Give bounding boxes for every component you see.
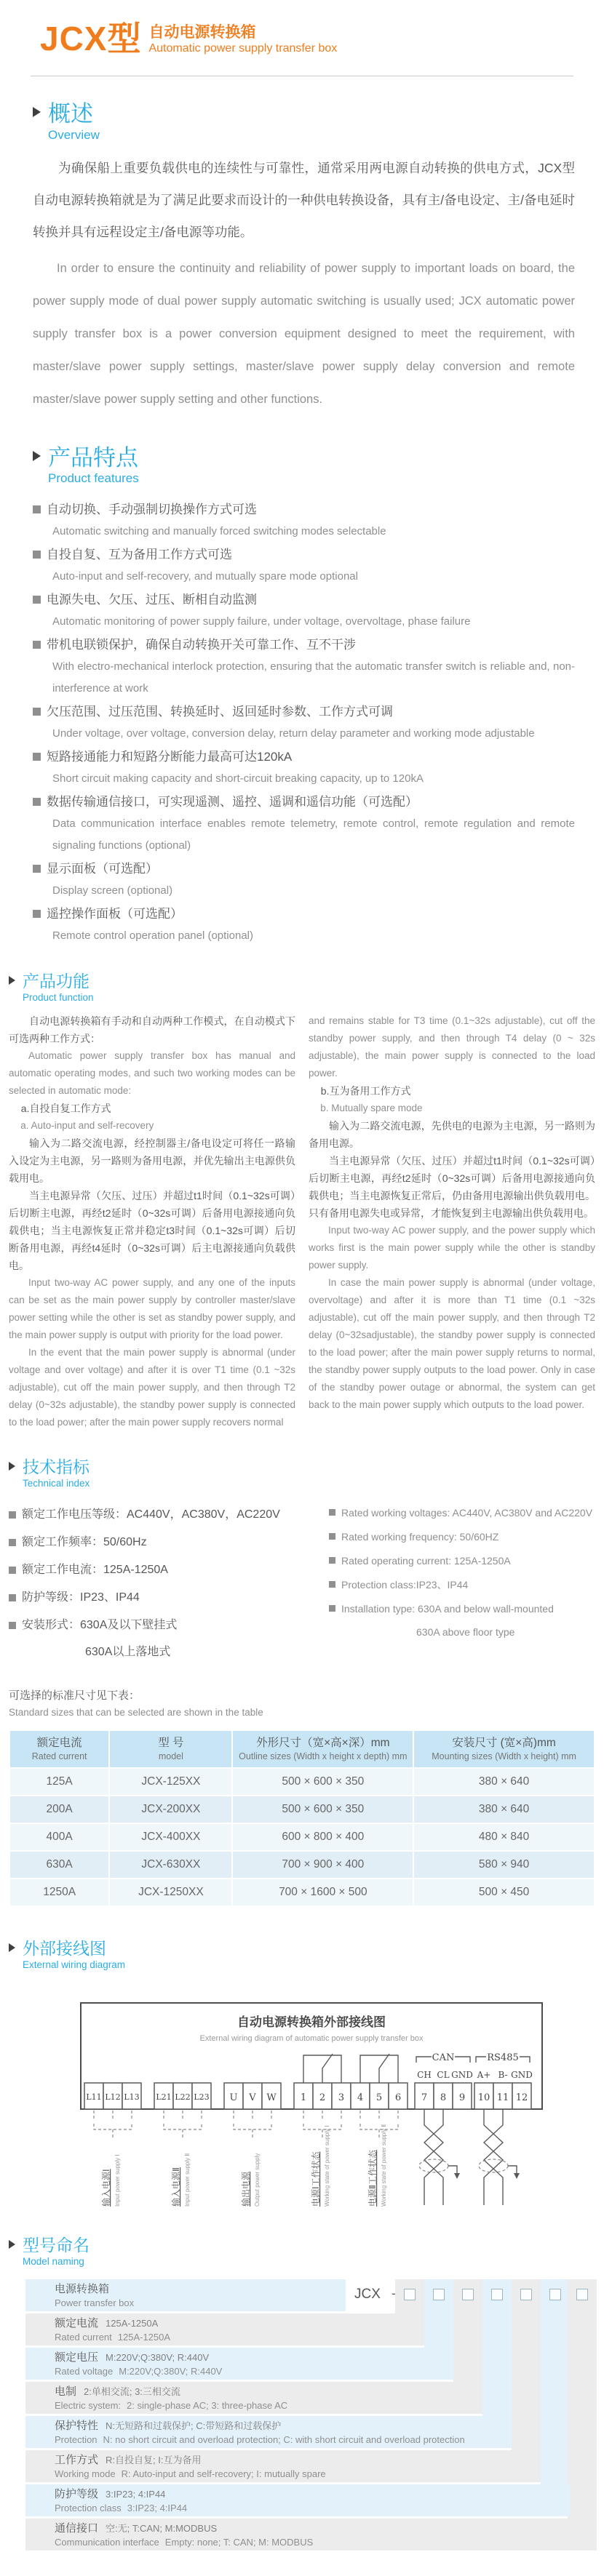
naming-desc-en: 125A-1250A — [117, 2332, 171, 2343]
table-row — [10, 1879, 594, 1905]
cell-rated-current: 200A — [10, 1796, 108, 1823]
square-bullet-icon — [9, 1539, 16, 1546]
wire-label-en: Working state of power supply Ⅰ — [324, 2125, 330, 2207]
terminal-label: L12 — [105, 2092, 121, 2103]
function-paragraph: b.互为备用工作方式 — [320, 1085, 411, 1097]
wire-label-en: Input power supply Ⅰ — [114, 2154, 121, 2207]
technical-right-column — [329, 1501, 595, 1665]
naming-band — [25, 2484, 570, 2516]
square-bullet-icon — [33, 865, 41, 873]
cell-outline-size: 500 × 600 × 350 — [233, 1796, 413, 1823]
terminal-label: 11 — [496, 2092, 509, 2104]
cell-rated-current: 125A — [10, 1769, 108, 1795]
function-paragraph: 当主电源异常（欠压、过压）并超过t1时间（0.1~32s可调）后切断主电源，再经t2延时（0~32s可调）后备用电源接通向负载供电；当主电源恢复正常并稳定t3时间（0.1~32s可调）后切断备用电源，再经t4延时（0~32s可调）后主电源接通向负载供电。 — [9, 1190, 295, 1272]
terminal-label: 9 — [458, 2092, 466, 2104]
cell-outline-size: 500 × 600 × 350 — [233, 1769, 413, 1795]
terminal-label: L13 — [124, 2092, 140, 2103]
tech-item-cn: 额定工作电流：125A-1250A — [22, 1564, 168, 1577]
model-digit-box — [549, 2289, 561, 2300]
square-bullet-icon — [9, 1511, 16, 1519]
function-section — [9, 972, 595, 1431]
feature-en: Automatic switching and manually forced switching modes selectable — [52, 525, 386, 538]
standard-sizes-table — [9, 1729, 595, 1907]
model-digit-box — [462, 2289, 474, 2300]
cell-model: JCX-125XX — [110, 1769, 231, 1795]
section-triangle-icon — [9, 976, 15, 985]
feature-en: Display screen (optional) — [52, 884, 173, 897]
overview-section — [33, 101, 575, 416]
naming-desc-en: 2: single-phase AC; 3: three-phase AC — [127, 2400, 288, 2412]
feature-cn: 遥控操作面板（可选配） — [47, 907, 183, 921]
tech-item-en: Rated working frequency: 50/60HZ — [341, 1531, 499, 1543]
feature-item — [33, 498, 575, 543]
naming-band — [25, 2519, 597, 2551]
square-bullet-icon — [9, 1567, 16, 1574]
square-bullet-icon — [33, 708, 41, 716]
wire-label-cn: 输入电源Ⅱ — [171, 2167, 181, 2207]
model-digit-box — [520, 2289, 532, 2300]
model-digit-box — [491, 2289, 503, 2300]
feature-cn: 短路接通能力和短路分断能力最高可达120kA — [47, 750, 293, 764]
function-paragraph: In the event that the main power supply is abnormal (under voltage and over voltage) and after it is over T1 time (0.1 ~32s adjustable), cut off the main power supply, and then through T2 delay (0~32s adjustable), the standby power supply is connected to the load power; after the main power supply recovers normal — [9, 1347, 295, 1428]
terminal-label: 6 — [394, 2092, 402, 2104]
naming-label-cn: 额定电压 — [55, 2351, 99, 2364]
table-row — [10, 1769, 594, 1795]
square-bullet-icon — [329, 1533, 335, 1540]
naming-band — [25, 2279, 346, 2311]
tech-item-en: Installation type: 630A and below wall-mounted — [341, 1603, 554, 1615]
wire-label-cn: 电源Ⅰ工作状态 — [311, 2151, 321, 2207]
cell-outline-size: 600 × 800 × 400 — [233, 1824, 413, 1850]
can-bus-labels — [416, 2052, 473, 2080]
feature-cn: 数据传输通信接口，可实现遥测、遥控、遥调和遥信功能（可选配） — [47, 795, 418, 809]
cell-mounting-size: 380 × 640 — [414, 1796, 594, 1823]
feature-item — [33, 700, 575, 745]
naming-label-en: Power transfer box — [55, 2297, 135, 2309]
naming-desc-en: R: Auto-input and self-recovery; I: mutually spare — [121, 2468, 326, 2480]
terminal-label: 8 — [440, 2092, 447, 2104]
col-header-en: Outline sizes (Width x height x depth) mm — [239, 1751, 408, 1762]
product-model: JCX型 — [40, 20, 142, 57]
model-prefix: JCX — [354, 2287, 381, 2303]
terminal-label: L22 — [175, 2092, 191, 2103]
features-heading-cn: 产品特点 — [48, 444, 138, 471]
twisted-pair-rs485 — [479, 2109, 520, 2205]
cell-outline-size: 700 × 1600 × 500 — [233, 1879, 413, 1905]
wire-group-input1 — [94, 2111, 132, 2207]
overview-heading-en: Overview — [48, 127, 100, 142]
wire-label-cn: 输出电源 — [241, 2172, 251, 2207]
function-heading-en: Product function — [23, 991, 94, 1003]
rs485-pin-label: GND — [511, 2070, 533, 2081]
naming-label-cn: 电制 — [55, 2385, 77, 2399]
model-digit-box — [404, 2289, 416, 2300]
feature-en: Short circuit making capacity and short-circuit breaking capacity, up to 120kA — [52, 772, 424, 785]
naming-desc-cn: 125A-1250A — [106, 2318, 159, 2329]
feature-item — [33, 903, 575, 947]
title-block — [148, 22, 337, 57]
model-separator: - — [392, 2287, 396, 2301]
features-section — [33, 445, 575, 948]
cell-model: JCX-630XX — [110, 1852, 231, 1878]
naming-heading — [9, 2236, 595, 2268]
tech-item-cn: 防护等级：IP23、IP44 — [22, 1591, 140, 1604]
wiring-heading — [9, 1939, 595, 1971]
rs485-bus-label: RS485 — [487, 2052, 519, 2064]
function-paragraph: Input two-way AC power supply, and the power supply which works first is the main power supply while the other is standby power supply. — [309, 1225, 595, 1271]
naming-desc-cn: M:220V;Q:380V; R:440V — [106, 2352, 210, 2364]
naming-strip — [512, 2279, 541, 2450]
square-bullet-icon — [9, 1622, 16, 1629]
technical-columns — [9, 1501, 595, 1665]
feature-cn: 显示面板（可选配） — [47, 862, 158, 876]
wire-label-en: Working state of power supply Ⅱ — [381, 2124, 387, 2207]
diagram-title-cn: 自动电源转换箱外部接线图 — [237, 2015, 386, 2031]
cell-mounting-size: 480 × 840 — [414, 1824, 594, 1850]
function-paragraph: a. Auto-input and self-recovery — [20, 1120, 154, 1132]
rs485-pin-label: A+ — [477, 2070, 491, 2081]
feature-en: Under voltage, over voltage, conversion delay, return delay parameter and working mode adjustable — [52, 727, 535, 740]
naming-heading-cn: 型号命名 — [23, 2236, 90, 2255]
product-title-en: Automatic power supply transfer box — [148, 42, 338, 55]
naming-label-en: Protection class — [55, 2503, 122, 2514]
feature-cn: 欠压范围、过压范围、转换延时、返回延时参数、工作方式可调 — [47, 705, 393, 719]
function-paragraph: b. Mutually spare mode — [320, 1103, 423, 1114]
cell-mounting-size: 580 × 940 — [414, 1852, 594, 1878]
naming-band — [25, 2416, 512, 2448]
wiring-section — [9, 1939, 595, 2209]
col-header-cn: 安装尺寸 (宽×高)mm — [452, 1737, 556, 1750]
doc-header — [0, 12, 604, 57]
feature-cn: 带机电联锁保护，确保自动转换开关可靠工作、互不干涉 — [47, 638, 356, 652]
overview-paragraph-en: In order to ensure the continuity and reliability of power supply to important loads on board, the power supply mode of dual power supply automatic switching is usually used; JCX automatic power supply transfer box is a power conversion equipment designed to meet the requirement, with master/slave power supply settings, master/slave power supply delay conversion and remote master/slave power supply setting and other functions. — [33, 261, 575, 406]
feature-cn: 自投自复、互为备用工作方式可选 — [47, 548, 232, 562]
technical-heading-en: Technical index — [23, 1477, 90, 1489]
function-paragraph: 自动电源转换箱有手动和自动两种工作模式，在自动模式下可选两种工作方式： — [9, 1015, 295, 1045]
square-bullet-icon — [33, 551, 41, 559]
tech-item-cn: 额定工作频率：50/60Hz — [22, 1536, 147, 1549]
tech-item-en: Rated working voltages: AC440V, AC380V and AC220V — [341, 1507, 593, 1519]
feature-item — [33, 791, 575, 857]
function-heading — [9, 972, 595, 1004]
overview-heading — [33, 101, 575, 143]
square-bullet-icon — [33, 910, 41, 918]
tech-item-cn: 额定工作电压等级：AC440V，AC380V，AC220V — [22, 1508, 280, 1521]
section-triangle-icon — [9, 1462, 15, 1471]
naming-label-cn: 防护等级 — [55, 2488, 99, 2501]
can-pin-label: CH — [417, 2070, 432, 2081]
feature-en: With electro-mechanical interlock protection, ensuring that the automatic transfer switch is reliable and, non-interference at work — [52, 660, 575, 695]
square-bullet-icon — [33, 596, 41, 604]
section-triangle-icon — [33, 107, 41, 117]
feature-item — [33, 857, 575, 902]
naming-label-cn: 保护特性 — [55, 2420, 99, 2433]
naming-section — [9, 2236, 595, 2554]
table-row — [10, 1796, 594, 1823]
shield-ellipse — [479, 2159, 508, 2172]
sizes-section — [9, 1687, 595, 1907]
terminal-label: 12 — [515, 2092, 528, 2104]
section-triangle-icon — [9, 2240, 15, 2249]
function-paragraph: 输入为二路交流电源，经控制器主/备电设定可将任一路输入设定为主电源，另一路则为备用电源，并优先输出主电源供负载用电。 — [9, 1137, 295, 1185]
naming-label-cn: 电源转换箱 — [55, 2283, 110, 2296]
naming-label-cn: 额定电流 — [55, 2317, 99, 2330]
feature-en: Automatic monitoring of power supply failure, under voltage, overvoltage, phase failure — [52, 615, 471, 628]
table-header-row — [10, 1731, 594, 1767]
twisted-pair-can — [419, 2109, 460, 2205]
function-paragraph: 当主电源异常（欠压、过压）并超过t1时间（0.1~32s可调）后切断主电源，再经t2延时（0~32s可调）后备用电源接通向负载供电；当主电源恢复正常后，仍由备用电源输出供负载用电。只有备用电源失电或异常，才能恢复到主电源输出供负载用电。 — [309, 1155, 595, 1220]
cell-mounting-size: 500 × 450 — [414, 1879, 594, 1905]
wire-label-en: Input power supply Ⅱ — [184, 2153, 191, 2207]
cell-model: JCX-1250XX — [110, 1879, 231, 1905]
square-bullet-icon — [33, 505, 41, 513]
terminal-label: 7 — [421, 2092, 428, 2104]
naming-label-cn: 通信接口 — [55, 2522, 99, 2535]
ground-arrow-icon — [514, 2173, 520, 2179]
can-pin-label: GND — [451, 2070, 473, 2081]
wiring-heading-cn: 外部接线图 — [23, 1939, 106, 1959]
technical-heading-cn: 技术指标 — [23, 1457, 90, 1477]
naming-label-cn: 工作方式 — [55, 2454, 99, 2467]
function-columns — [9, 1012, 595, 1431]
naming-desc-cn: R:自投自复; I:互为备用 — [106, 2455, 202, 2466]
feature-item — [33, 588, 575, 633]
cell-outline-size: 700 × 900 × 400 — [233, 1852, 413, 1878]
terminal-label: L21 — [156, 2092, 172, 2103]
terminal-label: 5 — [375, 2092, 383, 2104]
col-header-en: Mounting sizes (Width x height) mm — [432, 1751, 576, 1762]
wire-label-cn: 输入电源Ⅰ — [101, 2169, 111, 2207]
naming-desc-en: 3:IP23; 4:IP44 — [127, 2503, 188, 2514]
terminal-label: 4 — [357, 2092, 364, 2104]
square-bullet-icon — [33, 641, 41, 649]
terminal-strip — [84, 2083, 531, 2109]
feature-cn: 电源失电、欠压、过压、断相自动监测 — [47, 593, 257, 607]
function-paragraph: a.自投自复工作方式 — [20, 1103, 111, 1115]
naming-label-en: Communication interface — [55, 2537, 159, 2548]
tech-item-cn: 安装形式：630A及以下壁挂式 — [22, 1619, 178, 1632]
terminal-label: W — [266, 2092, 277, 2104]
col-header-cn: 额定电流 — [36, 1737, 82, 1750]
product-title-cn: 自动电源转换箱 — [148, 24, 256, 41]
can-bus-label: CAN — [432, 2052, 455, 2064]
terminal-label: 3 — [338, 2092, 345, 2104]
function-paragraph: 输入为二路交流电源，先供电的电源为主电源，另一路则为备用电源。 — [309, 1120, 595, 1150]
naming-strip — [541, 2279, 570, 2484]
naming-desc-en: M:220V;Q:380V; R:440V — [119, 2366, 223, 2377]
terminal-label: 10 — [477, 2092, 490, 2104]
wire-label-cn: 电源Ⅱ工作状态 — [367, 2150, 378, 2207]
naming-desc-en: N: no short circuit and overload protection; C: with short circuit and overload protection — [103, 2434, 465, 2446]
features-list — [33, 498, 575, 947]
table-row — [10, 1852, 594, 1878]
square-bullet-icon — [329, 1557, 335, 1564]
shield-ellipse — [419, 2159, 448, 2172]
feature-item — [33, 633, 575, 700]
features-heading — [33, 445, 575, 487]
square-bullet-icon — [329, 1509, 335, 1516]
rs485-bus-labels — [476, 2052, 533, 2080]
terminal-label: 2 — [319, 2092, 326, 2104]
can-pin-label: CL — [437, 2070, 450, 2081]
terminal-label: V — [249, 2092, 256, 2104]
terminal-label: L11 — [86, 2092, 102, 2103]
cell-rated-current: 1250A — [10, 1879, 108, 1905]
function-paragraph: Input two-way AC power supply, and any one of the inputs can be set as the main power supply by controller master/slave power setting while the other is set as standby power supply, and the main power supply is output with priority for the load power. — [9, 1277, 295, 1341]
wire-group-state2 — [360, 2111, 398, 2207]
wire-label-en: Output power supply — [254, 2153, 261, 2207]
feature-en: Remote control operation panel (optional) — [52, 929, 253, 943]
technical-section — [9, 1457, 595, 1665]
naming-band — [25, 2382, 482, 2414]
rs485-pin-label: B- — [498, 2070, 508, 2081]
function-left-column — [9, 1012, 295, 1431]
feature-cn: 自动切换、手动强制切换操作方式可选 — [47, 503, 257, 517]
wire-group-output — [234, 2111, 271, 2207]
function-paragraph: In case the main power supply is abnormal (under voltage, overvoltage) and after it is more than T1 time (0.1 ~32s adjustable), cut off the main power supply, and then through T2 delay (0~32sadjustable), the standby power supply is connected to the load power; after the main power supply returns to normal, the standby power supply outputs to the load power. Only in case of the standby power outage or abnormal, the system can get back to the main power supply which outputs to the load power. — [309, 1277, 595, 1411]
naming-label-en: Rated voltage — [55, 2366, 114, 2377]
naming-label-en: Rated current — [55, 2332, 112, 2343]
terminal-label: L23 — [194, 2092, 210, 2103]
square-bullet-icon — [33, 798, 41, 806]
col-header-cn: 型 号 — [158, 1737, 184, 1750]
section-triangle-icon — [9, 1943, 15, 1952]
diagram-title-en: External wiring diagram of automatic power supply transfer box — [199, 2034, 424, 2044]
naming-desc-cn: N:无短路和过载保护; C:带短路和过载保护 — [106, 2420, 282, 2432]
wiring-heading-en: External wiring diagram — [23, 1959, 126, 1970]
cell-rated-current: 400A — [10, 1824, 108, 1850]
contact-symbol-power2 — [360, 2054, 398, 2083]
feature-item — [33, 745, 575, 790]
naming-desc-en: Empty: none; T: CAN; M: MODBUS — [164, 2537, 314, 2548]
square-bullet-icon — [329, 1581, 335, 1588]
cell-model: JCX-200XX — [110, 1796, 231, 1823]
naming-desc-cn: 2:单相交流; 3:三相交流 — [84, 2386, 180, 2398]
square-bullet-icon — [329, 1605, 335, 1612]
col-header-en: Rated current — [31, 1751, 87, 1762]
terminal-label: U — [229, 2092, 238, 2104]
contact-symbol-power1 — [303, 2054, 341, 2083]
naming-label-en: Electric system: — [55, 2400, 122, 2412]
square-bullet-icon — [9, 1594, 16, 1601]
wire-group-input2 — [164, 2111, 202, 2207]
model-digit-box — [433, 2289, 445, 2300]
cell-model: JCX-400XX — [110, 1824, 231, 1850]
col-header-cn: 外形尺寸（宽×高×深）mm — [256, 1737, 390, 1750]
function-paragraph: and remains stable for T3 time (0.1~32s adjustable), cut off the standby power supply, and then through T4 delay (0 ~ 32s adjustable), the main power supply is connected to the load power. — [309, 1015, 595, 1079]
technical-heading — [9, 1457, 595, 1489]
features-heading-en: Product features — [48, 471, 139, 486]
tech-item-extra-en: 630A above floor type — [416, 1626, 515, 1639]
cell-mounting-size: 380 × 640 — [414, 1769, 594, 1795]
naming-band — [25, 2313, 424, 2345]
section-triangle-icon — [33, 451, 41, 461]
model-naming-diagram — [25, 2279, 597, 2554]
function-right-column — [309, 1012, 595, 1431]
function-heading-cn: 产品功能 — [23, 972, 90, 991]
naming-heading-en: Model naming — [23, 2255, 84, 2267]
overview-heading-cn: 概述 — [48, 100, 93, 127]
tech-item-en: Rated operating current: 125A-1250A — [341, 1555, 511, 1567]
naming-desc-cn: 空:无; T:CAN; M:MODBUS — [106, 2523, 218, 2535]
naming-strip — [568, 2279, 597, 2519]
feature-en: Data communication interface enables remote telemetry, remote control, remote regulation and remote signaling functions (optional) — [52, 817, 575, 852]
naming-label-en: Working mode — [55, 2468, 116, 2480]
naming-band — [25, 2450, 541, 2482]
wiring-diagram — [79, 1983, 544, 2209]
table-row — [10, 1824, 594, 1850]
naming-desc-cn: 3:IP23; 4:IP44 — [106, 2489, 166, 2500]
ground-arrow-icon — [454, 2173, 460, 2179]
square-bullet-icon — [33, 753, 41, 761]
feature-item — [33, 543, 575, 588]
tech-item-extra-cn: 630A以上落地式 — [85, 1646, 171, 1659]
naming-band — [25, 2348, 453, 2380]
overview-paragraph-cn: 为确保船上重要负载供电的连续性与可靠性，通常采用两电源自动转换的供电方式，JCX型自动电源转换箱就是为了满足此要求而设计的一种供电转换设备，具有主/备电设定、主/备电延时转换并具有远程设定主/备电源等功能。 — [33, 160, 575, 239]
technical-left-column — [9, 1501, 329, 1665]
sizes-intro-cn: 可选择的标准尺寸见下表： — [9, 1689, 140, 1703]
tech-item-en: Protection class:IP23、IP44 — [341, 1579, 469, 1591]
naming-label-en: Protection — [55, 2434, 98, 2446]
wire-group-state1 — [303, 2111, 341, 2207]
cell-rated-current: 630A — [10, 1852, 108, 1878]
model-digit-box — [576, 2289, 588, 2300]
function-paragraph: Automatic power supply transfer box has manual and automatic operating modes, and such two working modes can be selected in automatic mode: — [9, 1050, 295, 1097]
terminal-label: 1 — [300, 2092, 307, 2104]
sizes-intro-en: Standard sizes that can be selected are shown in the table — [9, 1707, 263, 1719]
col-header-en: model — [158, 1751, 183, 1762]
feature-en: Auto-input and self-recovery, and mutually spare mode optional — [52, 570, 358, 583]
